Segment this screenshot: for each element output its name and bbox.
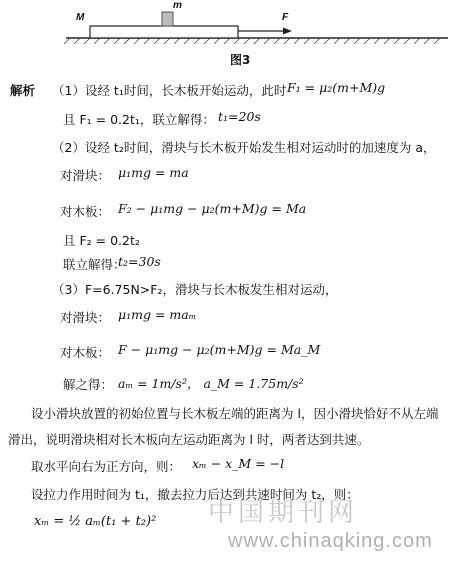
p3-slider-label: 对滑块： bbox=[60, 310, 111, 325]
p4-line4: 设拉力作用时间为 t₁，撤去拉力后达到共速时间为 t₂，则： bbox=[31, 487, 359, 502]
ground-hatching bbox=[64, 38, 440, 44]
small-block bbox=[162, 12, 173, 26]
p3-board-eq: F − μ₁mg − μ₂(m+M)g = Ma_M bbox=[118, 342, 321, 357]
p4-line1: 设小滑块放置的初始位置与长木板左端的距离为 l，因小滑块恰好不从左端 bbox=[31, 406, 439, 421]
p1-line1-text: （1）设经 t₁时间，长木板开始运动，此时 bbox=[52, 83, 287, 98]
p2-cond: 且 F₂ = 0.2t₂ bbox=[63, 233, 140, 248]
p4-line5-eq: xₘ = ½ aₘ(t₁ + t₂)² bbox=[34, 514, 157, 529]
p1-line1-formula: F₁ = μ₂(m+M)g bbox=[287, 80, 386, 95]
label-M: M bbox=[76, 12, 85, 23]
p3-line1: （3）F=6.75N>F₂，滑块与长木板发生相对运动， bbox=[52, 282, 338, 297]
label-m: m bbox=[173, 0, 182, 11]
p1-line2-result: t₁=20s bbox=[218, 109, 261, 124]
p3-slider-eq: μ₁mg = maₘ bbox=[118, 307, 197, 322]
watermark-cn: 中国期刊网 bbox=[208, 497, 359, 527]
p2-slider-label: 对滑块： bbox=[60, 168, 111, 183]
force-arrowhead bbox=[283, 28, 292, 35]
figure-caption: 图3 bbox=[230, 53, 251, 67]
p4-line2: 滑出，说明滑块相对长木板向左运动距离为 l 时，两者达到共速。 bbox=[8, 432, 370, 447]
p4-line3-text: 取水平向右为正方向，则： bbox=[31, 459, 182, 474]
p3-solve-eq: aₘ = 1m/s²， a_M = 1.75m/s² bbox=[118, 376, 304, 391]
long-board bbox=[90, 26, 238, 38]
p2-result-label: 联立解得： bbox=[63, 257, 126, 272]
incline-diagram bbox=[0, 0, 457, 60]
p3-solve-label: 解之得： bbox=[63, 377, 114, 392]
p2-board-label: 对木板： bbox=[60, 204, 111, 219]
p2-line1: （2）设经 t₂时间，滑块与长木板开始发生相对运动时的加速度为 a， bbox=[52, 140, 436, 155]
label-F: F bbox=[282, 12, 289, 23]
p4-line3-eq: xₘ − x_M = −l bbox=[192, 456, 285, 471]
p2-result: t₂=30s bbox=[118, 254, 161, 269]
p1-line2-text: 且 F₁ = 0.2t₁，联立解得： bbox=[63, 112, 215, 127]
p2-board-eq: F₂ − μ₁mg − μ₂(m+M)g = Ma bbox=[118, 201, 307, 216]
watermark-url: www.chinaqking.com bbox=[228, 530, 433, 552]
heading-jiexi: 解析 bbox=[10, 83, 36, 98]
p3-board-label: 对木板： bbox=[60, 345, 111, 360]
figure bbox=[0, 0, 457, 70]
p2-slider-eq: μ₁mg = ma bbox=[118, 165, 189, 180]
